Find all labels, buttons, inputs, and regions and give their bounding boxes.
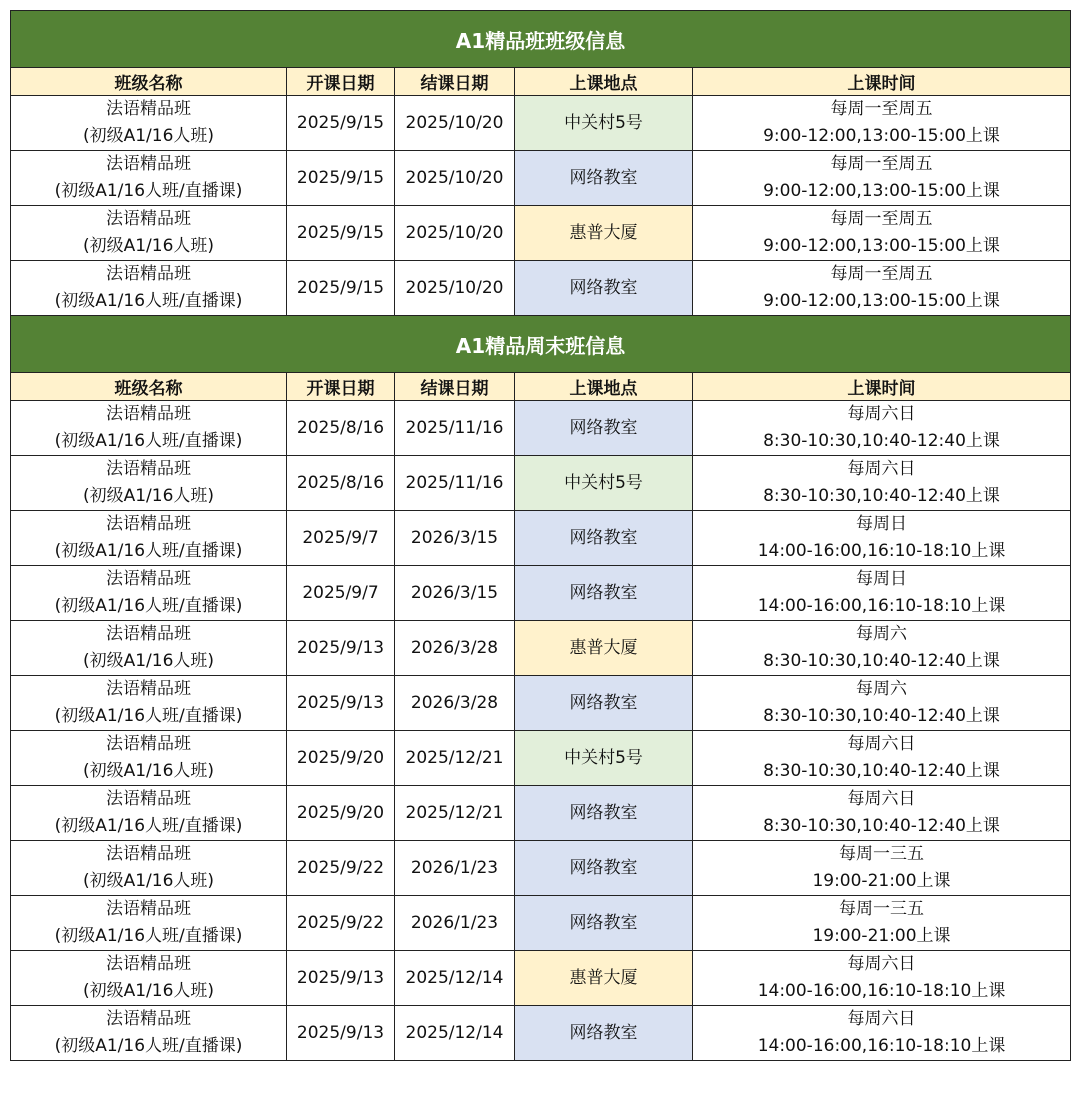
time-hours: 9:00-12:00,13:00-15:00上课 xyxy=(763,181,1000,201)
start-date-cell: 2025/9/15 xyxy=(287,206,395,261)
class-level: (初级A1/16人班) xyxy=(82,126,215,146)
end-date-cell: 2025/12/14 xyxy=(395,1006,515,1061)
section-title-row xyxy=(11,316,1071,373)
start-date-cell: 2025/9/13 xyxy=(287,621,395,676)
start-date-cell: 2025/9/22 xyxy=(287,841,395,896)
time-days: 每周一至周五 xyxy=(830,209,933,229)
class-level: (初级A1/16人班) xyxy=(82,871,215,891)
location-cell: 网络教室 xyxy=(515,841,693,896)
start-date-cell: 2025/9/13 xyxy=(287,951,395,1006)
end-date-cell: 2026/1/23 xyxy=(395,841,515,896)
location-cell: 中关村5号 xyxy=(515,731,693,786)
end-date-cell: 2026/3/28 xyxy=(395,676,515,731)
class-name: 法语精品班 xyxy=(106,514,191,534)
header-start-date: 开课日期 xyxy=(287,373,395,401)
class-name: 法语精品班 xyxy=(106,844,191,864)
time-days: 每周一至周五 xyxy=(830,154,933,174)
time-hours: 8:30-10:30,10:40-12:40上课 xyxy=(763,706,1000,726)
end-date-cell: 2026/3/28 xyxy=(395,621,515,676)
header-time: 上课时间 xyxy=(693,373,1071,401)
time-cell xyxy=(693,731,1071,786)
time-cell xyxy=(693,401,1071,456)
class-name: 法语精品班 xyxy=(106,1009,191,1029)
end-date-cell: 2025/10/20 xyxy=(395,96,515,151)
table-row xyxy=(11,261,1071,316)
start-date-cell: 2025/9/15 xyxy=(287,96,395,151)
start-date-cell: 2025/8/16 xyxy=(287,456,395,511)
class-name: 法语精品班 xyxy=(106,899,191,919)
header-row xyxy=(11,68,1071,96)
table-row xyxy=(11,96,1071,151)
time-cell xyxy=(693,1006,1071,1061)
class-name-cell xyxy=(11,731,287,786)
location-cell: 网络教室 xyxy=(515,786,693,841)
location-cell: 中关村5号 xyxy=(515,96,693,151)
class-level: (初级A1/16人班/直播课) xyxy=(54,596,243,616)
class-level: (初级A1/16人班) xyxy=(82,651,215,671)
time-days: 每周六日 xyxy=(847,789,916,809)
time-days: 每周日 xyxy=(856,569,907,589)
time-cell xyxy=(693,896,1071,951)
start-date-cell: 2025/9/20 xyxy=(287,786,395,841)
class-level: (初级A1/16人班/直播课) xyxy=(54,1036,243,1056)
location-cell: 网络教室 xyxy=(515,401,693,456)
end-date-cell: 2025/11/16 xyxy=(395,401,515,456)
class-name: 法语精品班 xyxy=(106,734,191,754)
end-date-cell: 2025/10/20 xyxy=(395,151,515,206)
time-hours: 19:00-21:00上课 xyxy=(812,926,951,946)
table-row xyxy=(11,401,1071,456)
end-date-cell: 2025/10/20 xyxy=(395,206,515,261)
table-row xyxy=(11,456,1071,511)
time-cell xyxy=(693,621,1071,676)
table-row xyxy=(11,206,1071,261)
class-name: 法语精品班 xyxy=(106,99,191,119)
end-date-cell: 2026/3/15 xyxy=(395,566,515,621)
time-cell xyxy=(693,206,1071,261)
start-date-cell: 2025/9/7 xyxy=(287,511,395,566)
class-name-cell xyxy=(11,951,287,1006)
time-days: 每周一至周五 xyxy=(830,99,933,119)
class-level: (初级A1/16人班) xyxy=(82,486,215,506)
class-name: 法语精品班 xyxy=(106,404,191,424)
end-date-cell: 2025/12/21 xyxy=(395,786,515,841)
table-row xyxy=(11,841,1071,896)
time-cell xyxy=(693,511,1071,566)
section-title: A1精品班班级信息 xyxy=(11,11,1071,68)
time-days: 每周六 xyxy=(856,679,907,699)
time-hours: 14:00-16:00,16:10-18:10上课 xyxy=(757,1036,1006,1056)
location-cell: 网络教室 xyxy=(515,1006,693,1061)
table-row xyxy=(11,896,1071,951)
time-hours: 8:30-10:30,10:40-12:40上课 xyxy=(763,431,1000,451)
schedule-sheet xyxy=(10,10,1070,1061)
class-level: (初级A1/16人班/直播课) xyxy=(54,541,243,561)
start-date-cell: 2025/8/16 xyxy=(287,401,395,456)
header-time: 上课时间 xyxy=(693,68,1071,96)
class-name-cell xyxy=(11,96,287,151)
header-row xyxy=(11,373,1071,401)
location-cell: 网络教室 xyxy=(515,896,693,951)
start-date-cell: 2025/9/15 xyxy=(287,261,395,316)
class-name: 法语精品班 xyxy=(106,264,191,284)
class-name-cell xyxy=(11,621,287,676)
time-days: 每周六日 xyxy=(847,954,916,974)
class-level: (初级A1/16人班/直播课) xyxy=(54,816,243,836)
section-title: A1精品周末班信息 xyxy=(11,316,1071,373)
header-class-name: 班级名称 xyxy=(11,373,287,401)
class-name: 法语精品班 xyxy=(106,154,191,174)
table-row xyxy=(11,151,1071,206)
table-row xyxy=(11,676,1071,731)
time-hours: 14:00-16:00,16:10-18:10上课 xyxy=(757,541,1006,561)
schedule-table xyxy=(10,10,1071,1061)
time-hours: 8:30-10:30,10:40-12:40上课 xyxy=(763,486,1000,506)
class-level: (初级A1/16人班) xyxy=(82,236,215,256)
class-name-cell xyxy=(11,896,287,951)
end-date-cell: 2026/1/23 xyxy=(395,896,515,951)
time-days: 每周一三五 xyxy=(839,844,924,864)
class-level: (初级A1/16人班) xyxy=(82,981,215,1001)
time-days: 每周一至周五 xyxy=(830,264,933,284)
time-hours: 9:00-12:00,13:00-15:00上课 xyxy=(763,236,1000,256)
location-cell: 网络教室 xyxy=(515,261,693,316)
table-row xyxy=(11,731,1071,786)
header-class-name: 班级名称 xyxy=(11,68,287,96)
section-title-row xyxy=(11,11,1071,68)
start-date-cell: 2025/9/13 xyxy=(287,676,395,731)
end-date-cell: 2025/10/20 xyxy=(395,261,515,316)
class-level: (初级A1/16人班/直播课) xyxy=(54,926,243,946)
table-row xyxy=(11,1006,1071,1061)
time-hours: 19:00-21:00上课 xyxy=(812,871,951,891)
time-hours: 8:30-10:30,10:40-12:40上课 xyxy=(763,651,1000,671)
table-row xyxy=(11,621,1071,676)
time-hours: 8:30-10:30,10:40-12:40上课 xyxy=(763,816,1000,836)
class-name: 法语精品班 xyxy=(106,679,191,699)
class-name-cell xyxy=(11,206,287,261)
class-level: (初级A1/16人班/直播课) xyxy=(54,181,243,201)
table-row xyxy=(11,566,1071,621)
class-name: 法语精品班 xyxy=(106,789,191,809)
time-cell xyxy=(693,786,1071,841)
start-date-cell: 2025/9/22 xyxy=(287,896,395,951)
class-name: 法语精品班 xyxy=(106,954,191,974)
time-days: 每周六日 xyxy=(847,1009,916,1029)
header-end-date: 结课日期 xyxy=(395,68,515,96)
class-name: 法语精品班 xyxy=(106,459,191,479)
time-cell xyxy=(693,96,1071,151)
end-date-cell: 2026/3/15 xyxy=(395,511,515,566)
header-location: 上课地点 xyxy=(515,373,693,401)
header-location: 上课地点 xyxy=(515,68,693,96)
location-cell: 网络教室 xyxy=(515,566,693,621)
header-end-date: 结课日期 xyxy=(395,373,515,401)
location-cell: 网络教室 xyxy=(515,511,693,566)
class-level: (初级A1/16人班/直播课) xyxy=(54,706,243,726)
class-name-cell xyxy=(11,151,287,206)
table-row xyxy=(11,951,1071,1006)
class-name-cell xyxy=(11,841,287,896)
time-hours: 9:00-12:00,13:00-15:00上课 xyxy=(763,291,1000,311)
time-cell xyxy=(693,676,1071,731)
location-cell: 惠普大厦 xyxy=(515,951,693,1006)
time-hours: 9:00-12:00,13:00-15:00上课 xyxy=(763,126,1000,146)
class-level: (初级A1/16人班) xyxy=(82,761,215,781)
table-row xyxy=(11,786,1071,841)
time-days: 每周一三五 xyxy=(839,899,924,919)
class-name-cell xyxy=(11,566,287,621)
class-level: (初级A1/16人班/直播课) xyxy=(54,431,243,451)
location-cell: 惠普大厦 xyxy=(515,206,693,261)
time-hours: 14:00-16:00,16:10-18:10上课 xyxy=(757,981,1006,1001)
class-name-cell xyxy=(11,456,287,511)
end-date-cell: 2025/11/16 xyxy=(395,456,515,511)
class-name-cell xyxy=(11,401,287,456)
time-days: 每周六日 xyxy=(847,459,916,479)
class-name: 法语精品班 xyxy=(106,209,191,229)
location-cell: 惠普大厦 xyxy=(515,621,693,676)
class-name: 法语精品班 xyxy=(106,624,191,644)
end-date-cell: 2025/12/21 xyxy=(395,731,515,786)
time-days: 每周六日 xyxy=(847,734,916,754)
time-hours: 14:00-16:00,16:10-18:10上课 xyxy=(757,596,1006,616)
time-days: 每周日 xyxy=(856,514,907,534)
location-cell: 网络教室 xyxy=(515,676,693,731)
start-date-cell: 2025/9/7 xyxy=(287,566,395,621)
class-name-cell xyxy=(11,511,287,566)
class-name: 法语精品班 xyxy=(106,569,191,589)
time-days: 每周六 xyxy=(856,624,907,644)
start-date-cell: 2025/9/20 xyxy=(287,731,395,786)
location-cell: 中关村5号 xyxy=(515,456,693,511)
class-name-cell xyxy=(11,786,287,841)
time-cell xyxy=(693,841,1071,896)
start-date-cell: 2025/9/13 xyxy=(287,1006,395,1061)
time-cell xyxy=(693,456,1071,511)
class-level: (初级A1/16人班/直播课) xyxy=(54,291,243,311)
time-days: 每周六日 xyxy=(847,404,916,424)
class-name-cell xyxy=(11,1006,287,1061)
time-cell xyxy=(693,951,1071,1006)
class-name-cell xyxy=(11,676,287,731)
location-cell: 网络教室 xyxy=(515,151,693,206)
time-cell xyxy=(693,261,1071,316)
time-cell xyxy=(693,151,1071,206)
start-date-cell: 2025/9/15 xyxy=(287,151,395,206)
time-hours: 8:30-10:30,10:40-12:40上课 xyxy=(763,761,1000,781)
class-name-cell xyxy=(11,261,287,316)
time-cell xyxy=(693,566,1071,621)
table-row xyxy=(11,511,1071,566)
header-start-date: 开课日期 xyxy=(287,68,395,96)
end-date-cell: 2025/12/14 xyxy=(395,951,515,1006)
